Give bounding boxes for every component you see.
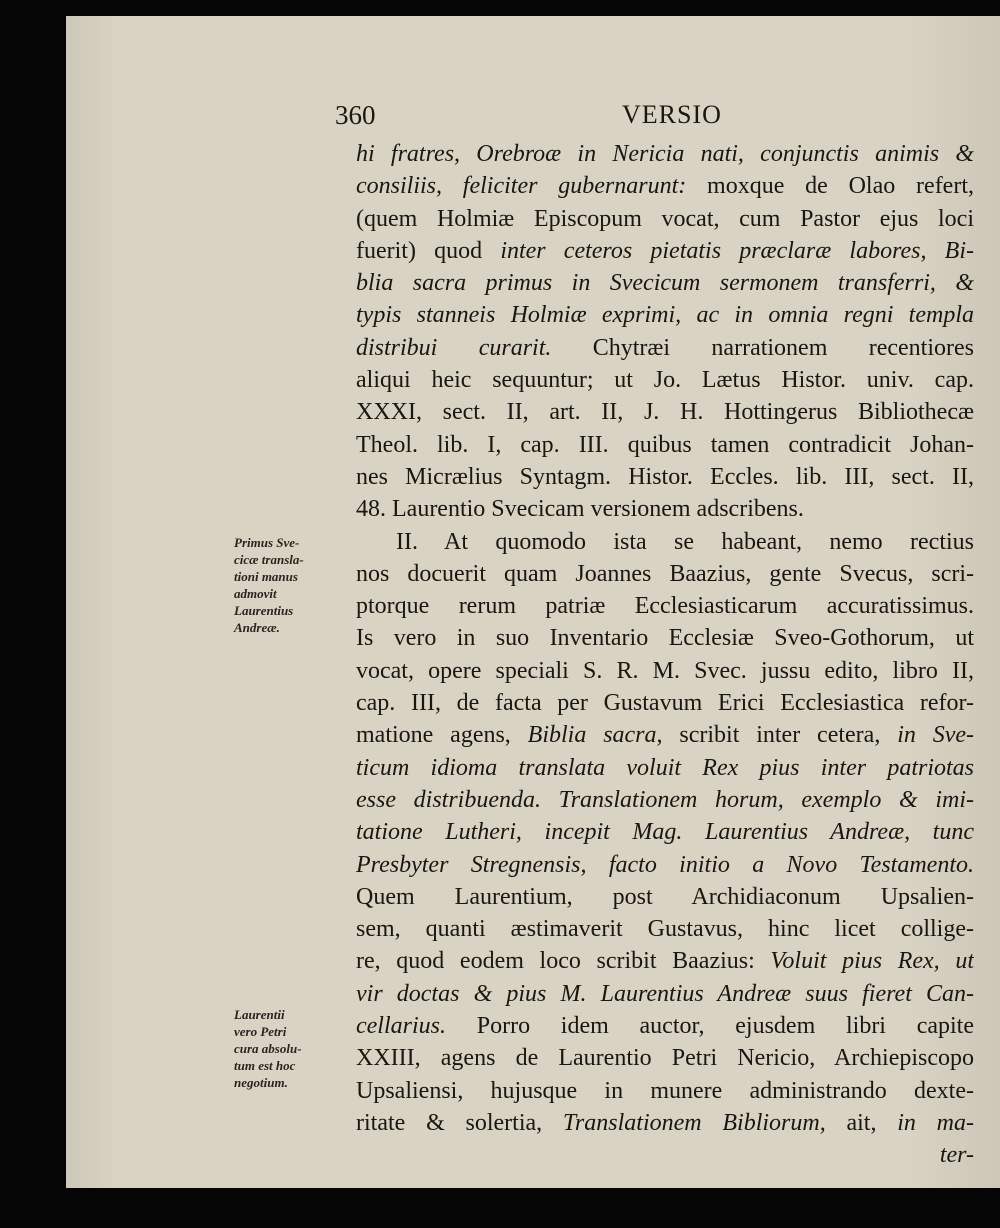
roman-span: re, quod eodem loco scribit Baazius: — [356, 948, 771, 975]
text-line — [356, 978, 974, 1010]
italic-span: in Sve- — [897, 722, 974, 749]
margin-note-line: cura absolu- — [234, 1041, 302, 1056]
roman-span: vocat, opere speciali S. R. M. Svec. jussu edito, libro II, — [356, 657, 974, 684]
text-line — [356, 461, 974, 493]
page-number: 360 — [335, 100, 376, 130]
roman-span: aliqui heic sequuntur; ut Jo. Lætus Histor. univ. cap. — [356, 367, 974, 394]
text-line — [356, 816, 974, 848]
roman-span: scribit inter cetera, — [679, 722, 898, 749]
roman-span: (quem Holmiæ Episcopum vocat, cum Pastor ejus loci — [356, 205, 974, 232]
text-line — [356, 170, 974, 202]
roman-span: moxque de Olao refert, — [707, 173, 974, 200]
roman-span: ritate & solertia, — [356, 1109, 563, 1136]
text-line — [356, 945, 974, 977]
italic-span: inter ceteros pietatis præclaræ labores, Bi- — [500, 237, 974, 264]
roman-span: ait, — [846, 1109, 898, 1136]
roman-span: sem, quanti æstimaverit Gustavus, hinc licet collige- — [356, 916, 974, 943]
italic-span: Presbyter Stregnensis, facto initio a Novo Testamento. — [356, 851, 974, 878]
roman-span: Quem Laurentium, post Archidiaconum Upsalien- — [356, 883, 974, 910]
roman-span: Theol. lib. I, cap. III. quibus tamen contradicit Johan- — [356, 431, 974, 458]
text-line — [356, 1107, 974, 1139]
margin-note-line: tum est hoc — [234, 1058, 296, 1073]
text-line — [356, 881, 974, 913]
roman-span: XXXI, sect. II, art. II, J. H. Hottingerus Bibliothecæ — [356, 399, 974, 426]
running-title: VERSIO — [622, 100, 722, 129]
roman-span: XXIII, agens de Laurentio Petri Nericio, Archiepiscopo — [356, 1045, 974, 1072]
italic-span: consiliis, feliciter gubernarunt: — [356, 173, 708, 200]
italic-span: ter- — [939, 1142, 974, 1169]
text-line — [356, 332, 974, 364]
roman-span: II. At quomodo ista se habeant, nemo rectius — [396, 528, 974, 555]
italic-span: vir doctas & pius M. Laurentius Andreæ suus fieret Can- — [356, 980, 974, 1007]
margin-note-completion — [234, 1006, 346, 1091]
margin-note-line: vero Petri — [234, 1024, 287, 1039]
italic-span: esse distribuenda. Translationem horum, exemplo & imi- — [356, 786, 974, 813]
text-line — [356, 396, 974, 428]
margin-note-line: cicæ transla- — [234, 552, 304, 567]
italic-span: Translationem Bibliorum, — [562, 1109, 847, 1136]
text-line — [356, 719, 974, 751]
text-line — [356, 364, 974, 396]
text-line — [356, 622, 974, 654]
italic-span: blia sacra primus in Svecicum sermonem transferri, & — [356, 270, 974, 297]
text-line — [356, 1042, 974, 1074]
margin-note-line: negotium. — [234, 1075, 288, 1090]
roman-span: fuerit) quod — [356, 237, 501, 264]
text-line — [356, 138, 974, 170]
book-page — [66, 16, 1000, 1188]
text-line — [356, 429, 974, 461]
text-line — [356, 203, 974, 235]
roman-span: Chytræi narrationem recentiores — [592, 334, 974, 361]
body-text — [356, 138, 974, 1172]
text-line — [356, 235, 974, 267]
text-line — [356, 752, 974, 784]
text-line — [356, 913, 974, 945]
text-line — [356, 526, 974, 558]
margin-note-line: admovit — [234, 586, 277, 601]
roman-span: 48. Laurentio Svecicam versionem adscribens. — [356, 496, 804, 523]
italic-span: ticum idioma translata voluit Rex pius inter patriotas — [356, 754, 974, 781]
italic-span: typis stanneis Holmiæ exprimi, ac in omnia regni templa — [356, 302, 974, 329]
italic-span: Biblia sacra, — [527, 722, 680, 749]
text-line — [356, 1010, 974, 1042]
text-line — [356, 493, 974, 525]
text-line — [356, 558, 974, 590]
italic-span: Voluit pius Rex, ut — [770, 948, 974, 975]
text-line — [356, 687, 974, 719]
text-line — [356, 849, 974, 881]
text-line — [356, 784, 974, 816]
italic-span: distribui curarit. — [356, 334, 593, 361]
roman-span: Porro idem auctor, ejusdem libri capite — [476, 1013, 974, 1040]
text-line — [356, 267, 974, 299]
margin-note-line: Laurentii — [234, 1007, 285, 1022]
text-line — [356, 590, 974, 622]
roman-span: Is vero in suo Inventario Ecclesiæ Sveo-Gothorum, ut — [356, 625, 974, 652]
roman-span: matione agens, — [356, 722, 528, 749]
margin-note-line: tioni manus — [234, 569, 298, 584]
italic-span: tatione Lutheri, incepit Mag. Laurentius Andreæ, tunc — [356, 819, 974, 846]
margin-note-line: Primus Sve- — [234, 535, 300, 550]
margin-note-line: Laurentius — [234, 603, 294, 618]
roman-span: cap. III, de facta per Gustavum Erici Ecclesiastica refor- — [356, 690, 974, 717]
running-head — [66, 100, 1000, 136]
roman-span: ptorque rerum patriæ Ecclesiasticarum accuratissimus. — [356, 593, 974, 620]
text-line — [356, 1075, 974, 1107]
text-line — [356, 299, 974, 331]
roman-span: nes Micrælius Syntagm. Histor. Eccles. lib. III, sect. II, — [356, 463, 974, 490]
margin-note-line: Andreæ. — [234, 620, 280, 635]
roman-span: Upsaliensi, hujusque in munere administrando dexte- — [356, 1077, 974, 1104]
text-line — [356, 655, 974, 687]
italic-span: in ma- — [897, 1109, 974, 1136]
text-line — [356, 1139, 974, 1171]
roman-span: nos docuerit quam Joannes Baazius, gente Svecus, scri- — [356, 560, 974, 587]
italic-span: hi fratres, Orebroæ in Nericia nati, conjunctis animis & — [356, 141, 974, 167]
margin-note-first-translation — [234, 534, 346, 636]
italic-span: cellarius. — [356, 1013, 477, 1040]
